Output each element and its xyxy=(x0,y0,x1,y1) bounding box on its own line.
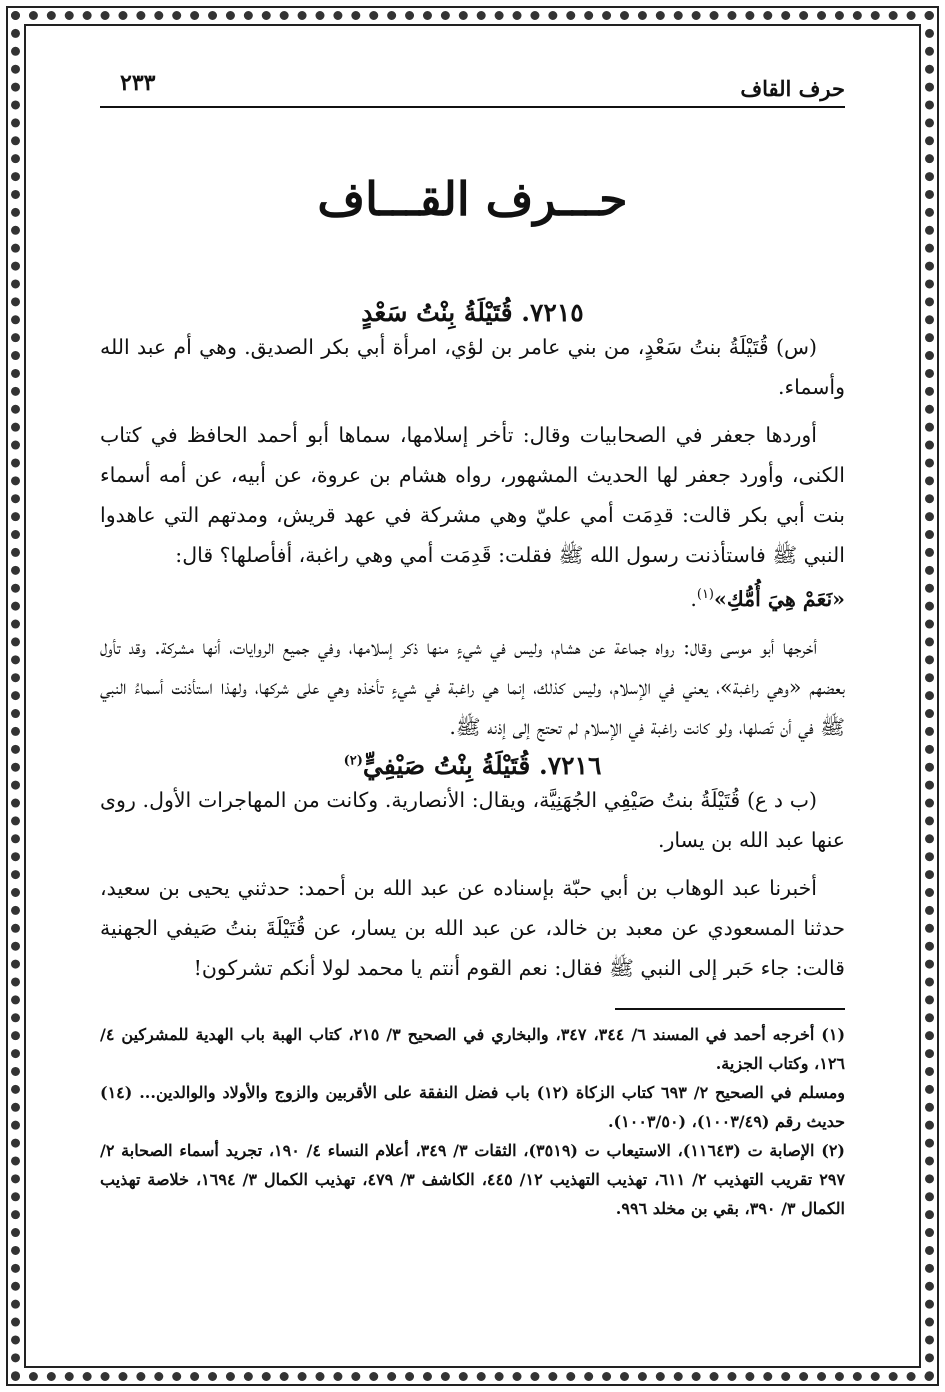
page-number: ٢٣٣ xyxy=(120,70,156,96)
footnote-marker: (١) xyxy=(696,587,714,602)
footnote: (١) أخرجه أحمد في المسند ٦/ ٣٤٤، ٣٤٧، والبخاري في الصحيح ٣/ ٢١٥، كتاب الهبة باب الهدية للمشركين ٤/ ١٢٦، وكتاب الجزية. xyxy=(100,1024,846,1073)
footnote-divider xyxy=(615,1008,845,1010)
entry-heading-text: ٧٢١٥. قُتَيْلَةُ بِنْتُ سَعْدٍ xyxy=(361,298,584,327)
entry-paragraph: (س) قُتَيْلَةُ بنتُ سَعْدٍ، من بني عامر بن لؤي، امرأة أبي بكر الصديق. وهي أم عبد الله وأسماء. xyxy=(100,335,845,399)
entry-paragraph: أخرجها أبو موسى وقال: رواه جماعة عن هشام، وليس في شيءٍ منها ذكر إسلامها، وفي جميع الروايات، أنها مشركة. وقد تأول بعضهم «وهي راغبة»، يعني في الإسلام، وليس كذلك، إنما هي راغبة في شيءٍ تأخذه وهي على شركها، ولهذا استأذنت أسماءُ النبي ﷺ في أن تَصلها، ولو كانت راغبة في الإسلام لم تحتج إلى إذنه ﷺ. xyxy=(100,634,845,739)
running-header xyxy=(100,70,845,108)
entry-paragraph: (ب د ع) قُتَيْلَةُ بنتُ صَيْفِي الجُهَنِيَّة، ويقال: الأنصارية. وكانت من المهاجرات الأول. روى عنها عبد الله بن يسار. xyxy=(100,787,845,852)
footnote: (٢) الإصابة ت (١١٦٤٣)، الاستيعاب ت (٣٥١٩)، الثقات ٣/ ٣٤٩، أعلام النساء ٤/ ١٩٠، تجريد أسماء الصحابة ٢/ ٢٩٧ تقريب التهذيب ٢/ ٦١١، تهذيب التهذيب ١٢/ ٤٤٥، الكاشف ٣/ ٤٧٩، تهذيب الكمال ٣/ ١٦٩٤، خلاصة تهذيب الكمال ٣/ ٣٩٠، بقي بن مخلد ٩٩٦. xyxy=(100,1140,846,1218)
page-content xyxy=(100,70,845,1223)
hadith-quote: «نَعَمْ هِيَ أُمُّكِ» xyxy=(714,586,845,611)
footnote-marker: (٢) xyxy=(343,753,363,769)
chapter-title: حـــرف القـــاف xyxy=(317,172,628,226)
footnote: ومسلم في الصحيح ٢/ ٦٩٣ كتاب الزكاة (١٢) باب فضل النفقة على الأقربين والزوج والأولاد والوالدين... (١٤) حديث رقم (١٠٠٣/٤٩)، (١٠٠٣/٥٠). xyxy=(100,1082,846,1131)
entry-paragraph: أخبرنا عبد الوهاب بن أبي حبّة بإسناده عن عبد الله بن أحمد: حدثني يحيى بن سعيد، حدثنا المسعودي عن معبد بن خالد، عن عبد الله بن يسار، عن قُتَيْلَةَ بنتُ صَيفي الجهنية قالت: جاء حَبر إلى النبي ﷺ فقال: نعم القوم أنتم يا محمد لولا أنكم تشركون! xyxy=(100,875,845,980)
running-title: حرف القاف xyxy=(740,76,845,101)
entry-heading-text: ٧٢١٦. قُتَيْلَةُ بِنْتُ صَيْفِيٍّ xyxy=(362,750,602,780)
entry-paragraph: أوردها جعفر في الصحابيات وقال: تأخر إسلامها، سماها أبو أحمد الحافظ في كتاب الكنى، وأورد جعفر لها الحديث المشهور، رواه هشام بن عروة، عن أبيه، عن أمه أسماء بنت أبي بكر قالت: قدِمَت أمي عليّ وهي مشركة في عهد قريش، ومدتهم التي عاهدوا النبي ﷺ فاستأذنت رسول الله ﷺ فقلت: قَدِمَت أمي وهي راغبة، أفأصلها؟ قال: xyxy=(100,423,845,567)
entry-heading xyxy=(100,751,845,780)
entry-heading xyxy=(100,298,845,327)
hadith-quote-line: «نَعَمْ هِيَ أُمُّكِ»$^{(١)}$. xyxy=(690,586,845,611)
